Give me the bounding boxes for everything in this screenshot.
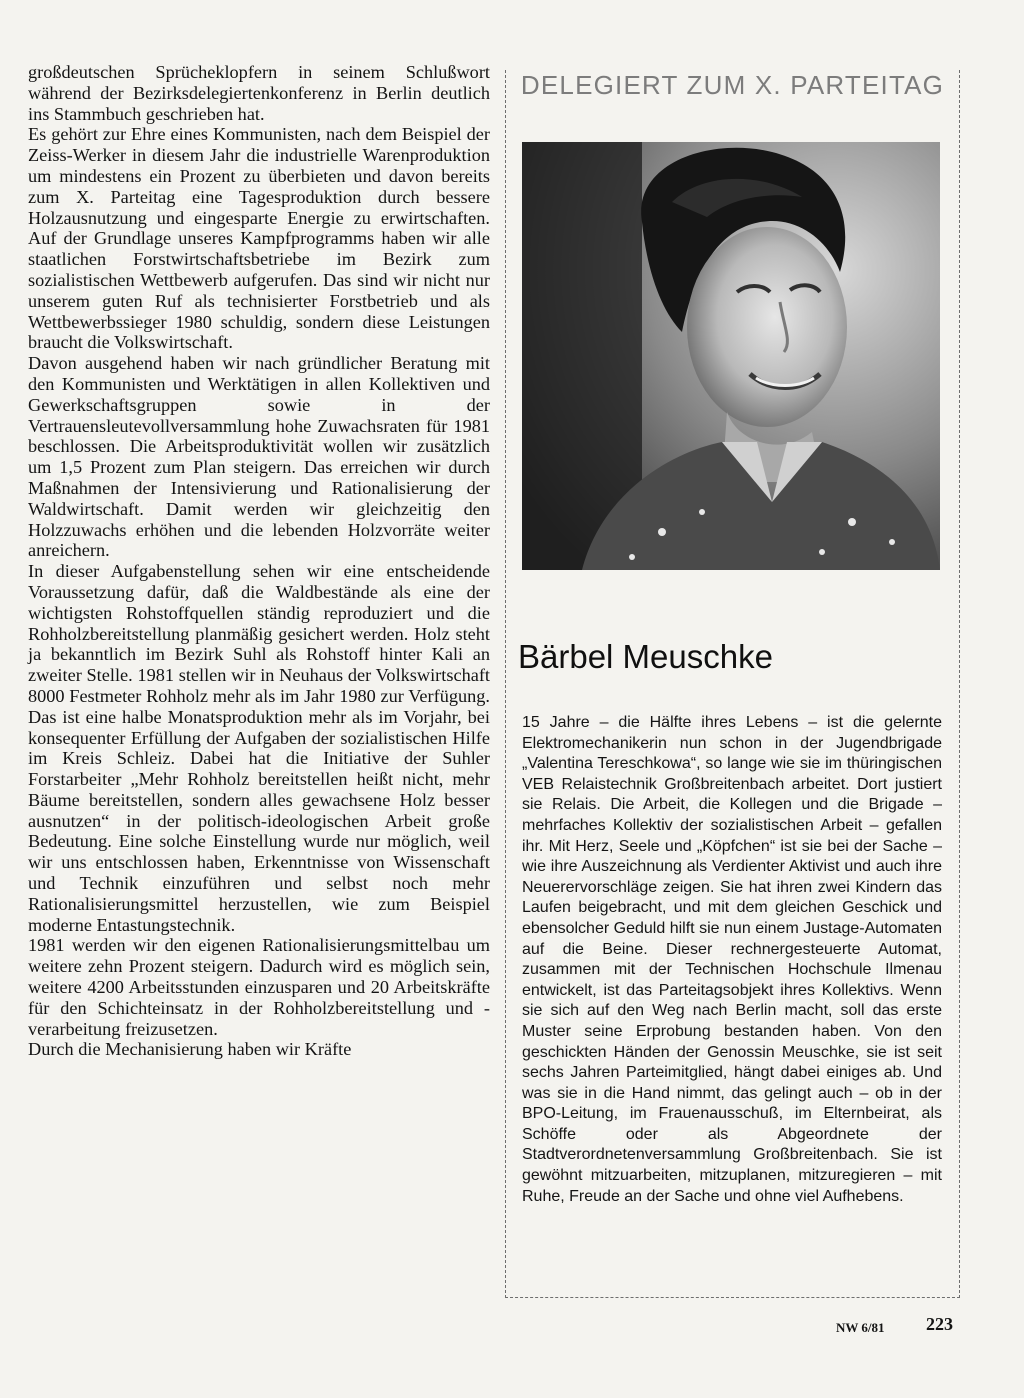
delegate-bio: 15 Jahre – die Hälfte ihres Lebens – ist die gelernte Elektromechanikerin nun schon in der Jugendbrigade „Valentina Tereschkowa“, so lange wie sie im thüringischen VEB Relaistechnik Großbreitenbach arbeitet. Dort justiert sie Relais. Die Arbeit, die Kollegen und die Brigade – mehrfaches Kollektiv der sozialistischen Arbeit – gefallen ihr. Mit Herz, Seele und „Köpfchen“ ist sie bei der Sache – wie ihre Auszeichnung als Verdienter Aktivist und auch ihre Neuerervorschläge zeigen. Sie hat ihren zwei Kindern das Laufen beigebracht, und mit dem gleichen Geschick und ebensolcher Geduld hilft sie nun einem Justage-Automaten auf die Beine. Dieser rechnergesteuerte Automat, zusammen mit der Technischen Hochschule Ilmenau entwickelt, ist das Parteitagsobjekt ihres Kollektivs. Wenn sie sich auf den Weg nach Berlin macht, soll das erste Muster seine Erprobung bestanden haben. Von den geschickten Händen der Genossin Meuschke, sie ist seit sechs Jahren Parteimitglied, hängt dabei einiges ab. Und was sie in die Hand nimmt, das gelingt auch – ob in der BPO-Leitung, im Frauenausschuß, im Elternbeirat, als Schöffe oder als Abgeordnete der Stadtverordnetenversammlung Großbreitenbach. Sie ist gewöhnt mitzuarbeiten, mitzuplanen, mitzuregieren – mit Ruhe, Freude an der Sache und ohne viel Aufhebens. bbox=[522, 714, 942, 1205]
box-header: DELEGIERT ZUM X. PARTEITAG bbox=[506, 70, 959, 100]
portrait-illustration bbox=[522, 142, 940, 570]
article-left-column bbox=[28, 62, 490, 1060]
paragraph: großdeutschen Sprücheklopfern in seinem Schlußwort während der Bezirksdelegiertenkonferenz in Berlin deutlich ins Stammbuch geschrieben hat. bbox=[28, 62, 490, 124]
paragraph: Davon ausgehend haben wir nach gründlicher Beratung mit den Kommunisten und Werktätigen in allen Kollektiven und Gewerkschaftsgruppen sowie in der Vertrauensleutevollversammlung hohe Zuwachsraten für 1981 beschlossen. Die Arbeitsproduktivität wollen wir zusätzlich um 1,5 Prozent zum Plan steigern. Das erreichen wir durch Maßnahmen der Intensivierung und Rationalisierung der Waldwirtschaft. Damit werden wir gleichzeitig den Holzzuwachs erhöhen und die lebenden Holzvorräte weiter anreichern. bbox=[28, 353, 490, 561]
page-number: 223 bbox=[926, 1314, 953, 1334]
paragraph: Es gehört zur Ehre eines Kommunisten, nach dem Beispiel der Zeiss-Werker in diesem Jahr die industrielle Warenproduktion um mindestens ein Prozent zu überbieten und davon bereits zum X. Parteitag eine Tagesproduktion durch bessere Holzausnutzung und eingesparte Energie zu erwirtschaften. Auf der Grundlage unseres Kampfprogramms haben wir alle staatlichen Forstwirtschaftsbetriebe im Bezirk zum sozialistischen Wettbewerb aufgerufen. Das sind wir nicht nur unserem guten Ruf als technisierter Forstbetrieb und als Wettbewerbssieger 1980 schuldig, sondern diese Leistungen braucht die Volkswirtschaft. bbox=[28, 124, 490, 353]
portrait-photo bbox=[522, 142, 940, 570]
delegate-name: Bärbel Meuschke bbox=[518, 638, 773, 675]
delegate-portrait-box bbox=[505, 70, 960, 1298]
paragraph: 1981 werden wir den eigenen Rationalisierungsmittelbau um weitere zehn Prozent steigern. Dadurch wird es möglich sein, weitere 4200 Arbeitsstunden einzusparen und 20 Arbeitskräfte für den Schichteinsatz in der Rohholzbereitstellung und -verarbeitung freizusetzen. bbox=[28, 935, 490, 1039]
paragraph: In dieser Aufgabenstellung sehen wir eine entscheidende Voraussetzung dafür, daß die Waldbestände als eine der wichtigsten Rohstoffquellen ständig reproduziert und die Rohholzbereitstellung planmäßig gesichert werden. Holz steht ja bekanntlich im Bezirk Suhl als Rohstoff hinter Kali an zweiter Stelle. 1981 stellen wir in Neuhaus der Volkswirtschaft 8000 Festmeter Rohholz mehr als im Jahr 1980 zur Verfügung. Das ist eine halbe Monatsproduktion mehr als im Vorjahr, bei konsequenter Erfüllung der Aufgaben der sozialistischen Hilfe im Kreis Schleiz. Dabei hat die Initiative der Suhler Forstarbeiter „Mehr Rohholz bereitstellen heißt nicht, mehr Bäume bereitstellen, sondern alles gewachsene Holz besser ausnutzen“ in der politisch-ideologischen Arbeit große Bedeutung. Eine solche Einstellung wurde nur möglich, weil wir uns entschlossen haben, Erkenntnisse von Wissenschaft und Technik einzuführen und selbst noch mehr Rationalisierungsmittel herzustellen, wie zum Beispiel moderne Entastungstechnik. bbox=[28, 561, 490, 935]
issue-mark: NW 6/81 bbox=[836, 1320, 885, 1335]
paragraph: Durch die Mechanisierung haben wir Kräfte bbox=[28, 1039, 352, 1060]
